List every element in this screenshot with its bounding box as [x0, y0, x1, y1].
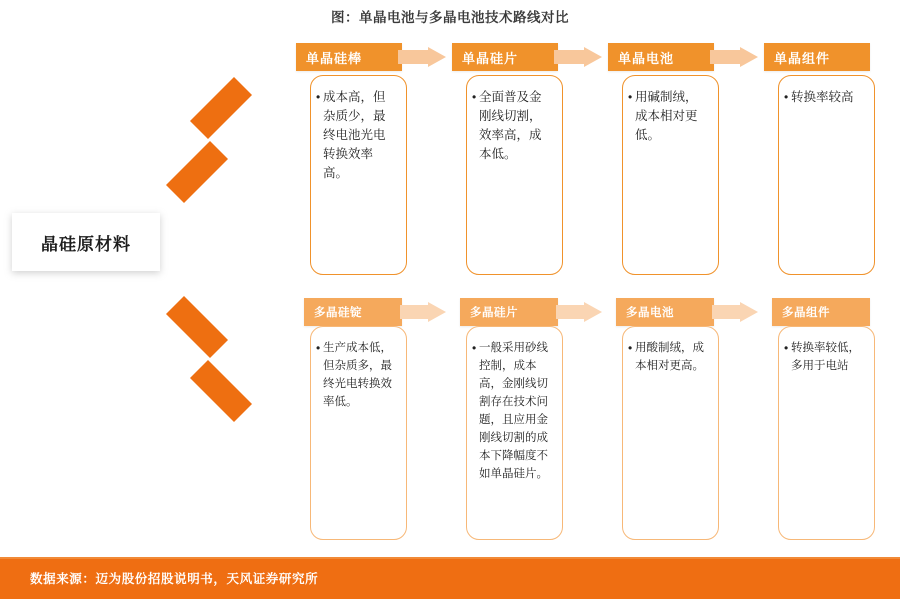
- flow-arrow-mono-3: [710, 47, 758, 67]
- stage-card-text: [467, 76, 562, 172]
- stage-header-poly-2: [460, 298, 558, 326]
- stage-header-label: 单晶硅片: [462, 50, 519, 66]
- stage-card-mono-3: [622, 75, 719, 275]
- stage-header-label: 多晶组件: [782, 307, 830, 319]
- stage-card-text: [623, 327, 718, 383]
- stage-card-text: [623, 76, 718, 153]
- bullet-marker: •: [784, 341, 789, 355]
- bullet-marker: •: [628, 90, 633, 104]
- flow-arrow-poly-2: [556, 302, 602, 322]
- stage-header-poly-3: [616, 298, 714, 326]
- stage-card-body: 转换率较低，多用于电站: [791, 342, 860, 372]
- root-node-label: 晶硅原材料: [41, 234, 131, 254]
- flow-arrow-poly-1: [400, 302, 446, 322]
- stage-card-poly-2: [466, 326, 563, 540]
- stage-card-text: [311, 76, 406, 191]
- bullet-marker: •: [316, 90, 321, 104]
- branch-arrow-mono: [148, 75, 278, 215]
- stage-card-text: [779, 327, 874, 383]
- source-text: 数据来源：迈为股份招股说明书，天风证券研究所: [30, 572, 319, 586]
- stage-header-poly-4: [772, 298, 870, 326]
- stage-header-label: 单晶组件: [774, 50, 831, 66]
- stage-card-body: 转换率较高: [791, 90, 854, 104]
- stage-header-label: 多晶硅片: [470, 307, 518, 319]
- stage-card-body: 一般采用砂线控制，成本高，金刚线切割存在技术问题，且应用金刚线切割的成本下降幅度不如单晶硅片。: [479, 342, 548, 480]
- root-node: [12, 213, 160, 271]
- branch-arrow-poly: [148, 270, 278, 430]
- flow-arrow-mono-2: [554, 47, 602, 67]
- bullet-marker: •: [472, 90, 477, 104]
- flow-arrow-poly-3: [712, 302, 758, 322]
- page-title: 图：单晶电池与多晶电池技术路线对比: [331, 10, 569, 25]
- stage-card-poly-3: [622, 326, 719, 540]
- stage-header-mono-3: [608, 43, 714, 71]
- stage-card-body: 生产成本低，但杂质多，最终光电转换效率低。: [323, 342, 392, 408]
- stage-card-body: 成本高，但杂质少，最终电池光电转换效率高。: [323, 90, 386, 180]
- stage-card-body: 用酸制绒，成本相对更高。: [635, 342, 704, 372]
- stage-card-poly-4: [778, 326, 875, 540]
- stage-card-text: [779, 76, 874, 115]
- stage-card-poly-1: [310, 326, 407, 540]
- source-footer: [0, 557, 900, 599]
- stage-card-text: [311, 327, 406, 419]
- stage-card-mono-2: [466, 75, 563, 275]
- stage-header-label: 单晶硅棒: [306, 50, 363, 66]
- stage-header-mono-2: [452, 43, 558, 71]
- bullet-marker: •: [316, 341, 321, 355]
- stage-header-mono-4: [764, 43, 870, 71]
- stage-header-label: 单晶电池: [618, 50, 675, 66]
- stage-card-mono-4: [778, 75, 875, 275]
- stage-card-body: 全面普及金刚线切割，效率高，成本低。: [479, 90, 542, 161]
- stage-card-mono-1: [310, 75, 407, 275]
- stage-header-label: 多晶电池: [626, 307, 674, 319]
- bullet-marker: •: [784, 90, 789, 104]
- bullet-marker: •: [628, 341, 633, 355]
- bullet-marker: •: [472, 341, 477, 355]
- stage-header-poly-1: [304, 298, 402, 326]
- flow-arrow-mono-1: [398, 47, 446, 67]
- stage-header-mono-1: [296, 43, 402, 71]
- stage-header-label: 多晶硅锭: [314, 307, 362, 319]
- stage-card-body: 用碱制绒，成本相对更低。: [635, 90, 698, 142]
- stage-card-text: [467, 327, 562, 491]
